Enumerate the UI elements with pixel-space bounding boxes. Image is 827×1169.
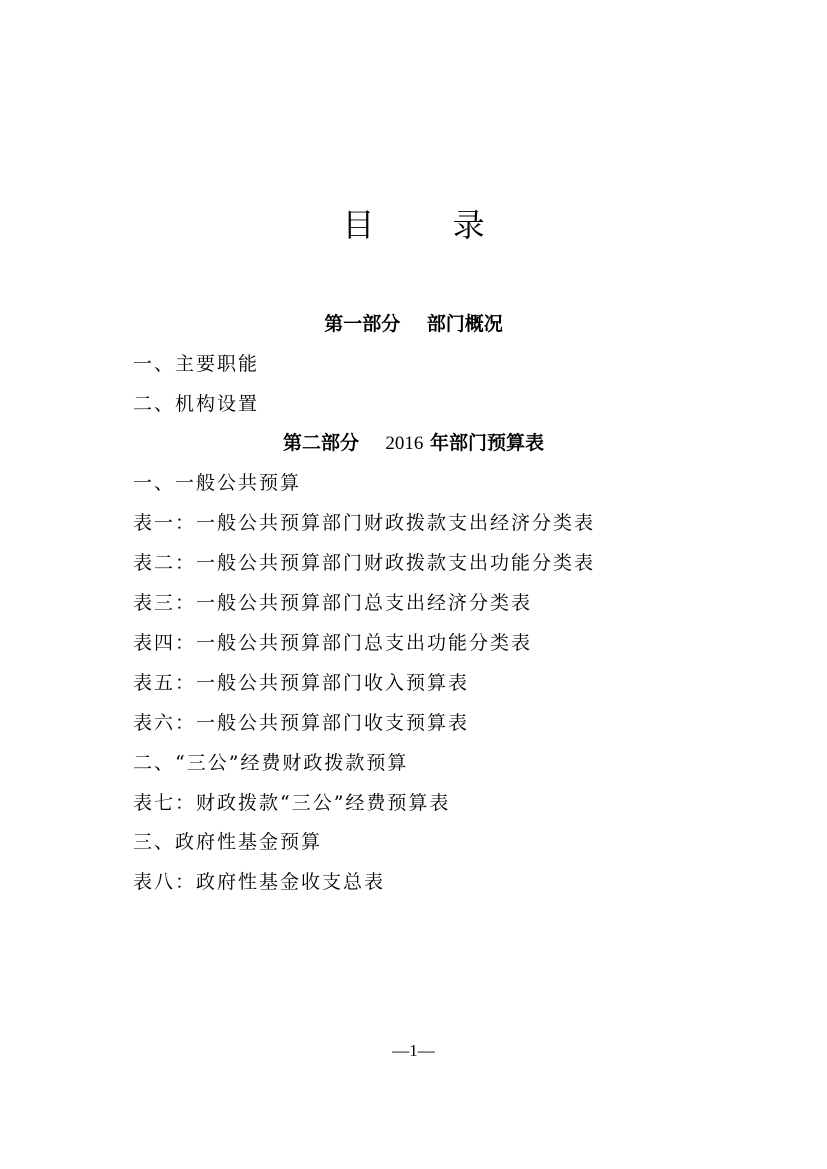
toc-item-table-1: 表一：一般公共预算部门财政拨款支出经济分类表 bbox=[133, 512, 596, 534]
part2-heading-suffix: 年部门预算表 bbox=[423, 432, 545, 454]
toc-item-table-8: 表八：政府性基金收支总表 bbox=[133, 871, 386, 893]
toc-item-table-6: 表六：一般公共预算部门收支预算表 bbox=[133, 712, 470, 734]
toc-item-general-budget: 一、一般公共预算 bbox=[133, 472, 302, 494]
part2-heading-prefix: 第二部分 bbox=[282, 432, 386, 454]
toc-item-table-3: 表三：一般公共预算部门总支出经济分类表 bbox=[133, 592, 533, 614]
part2-heading bbox=[0, 428, 827, 455]
toc-item-table-2: 表二：一般公共预算部门财政拨款支出功能分类表 bbox=[133, 552, 596, 574]
toc-item-three-public-expenses: 二、“三公”经费财政拨款预算 bbox=[133, 752, 409, 774]
toc-item-organization: 二、机构设置 bbox=[133, 393, 260, 415]
toc-item-government-fund-budget: 三、政府性基金预算 bbox=[133, 831, 323, 853]
part1-heading: 第一部分 部门概况 bbox=[324, 313, 503, 335]
toc-item-table-7: 表七：财政拨款“三公”经费预算表 bbox=[133, 792, 451, 814]
part2-heading-year: 2016 bbox=[385, 433, 424, 454]
toc-title: 目 录 bbox=[342, 206, 519, 244]
toc-item-main-functions: 一、主要职能 bbox=[133, 353, 260, 375]
toc-item-table-4: 表四：一般公共预算部门总支出功能分类表 bbox=[133, 632, 533, 654]
page-number: —1— bbox=[392, 1041, 435, 1060]
toc-item-table-5: 表五：一般公共预算部门收入预算表 bbox=[133, 672, 470, 694]
